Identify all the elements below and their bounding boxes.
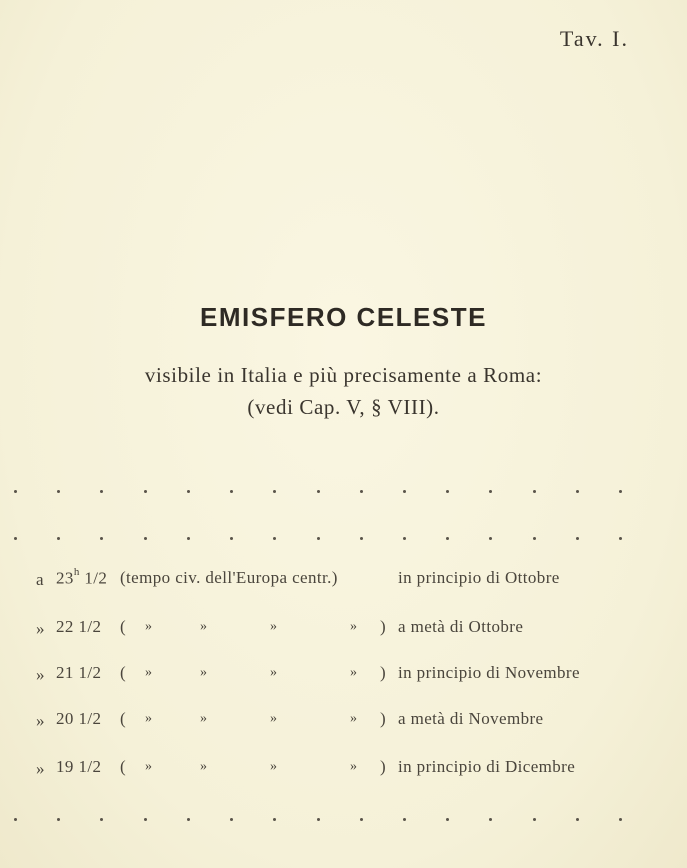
ditto-mark: » [350, 665, 358, 680]
divider-dot [317, 818, 320, 821]
divider-dot [144, 490, 147, 493]
time-row-5 [0, 757, 687, 781]
divider-dot [273, 490, 276, 493]
page-title: EMISFERO CELESTE [200, 302, 487, 332]
divider-dot [57, 537, 60, 540]
row-lead: » [36, 759, 45, 778]
hour-value: 20 [56, 709, 74, 728]
plate-label: Tav. I. [559, 26, 629, 51]
ditto-mark: » [145, 619, 153, 634]
divider-dot [403, 537, 406, 540]
row-hour [56, 709, 101, 729]
dotted-divider-1 [14, 490, 634, 494]
ditto-mark: » [270, 759, 278, 774]
divider-dot [619, 537, 622, 540]
hour-fraction: 1/2 [78, 617, 102, 636]
paren-close: ) [380, 663, 387, 682]
hour-value: 23 [56, 568, 74, 588]
hour-fraction: 1/2 [78, 663, 102, 682]
divider-dot [144, 537, 147, 540]
divider-dot [317, 490, 320, 493]
row-period: in principio di Novembre [398, 663, 580, 682]
ditto-mark: » [200, 619, 208, 634]
divider-dot [403, 490, 406, 493]
hour-sup: h [73, 566, 80, 578]
divider-dot [57, 818, 60, 821]
ditto-mark: » [145, 759, 153, 774]
divider-dot [57, 490, 60, 493]
divider-dot [360, 818, 363, 821]
time-row-4 [0, 709, 687, 733]
time-row-1 [0, 568, 687, 592]
ditto-mark: » [145, 665, 153, 680]
time-row-3 [0, 663, 687, 687]
hour-fraction: 1/2 [84, 568, 108, 588]
ditto-mark: » [200, 711, 208, 726]
row-lead: » [36, 619, 45, 638]
divider-dot [14, 490, 17, 493]
divider-dot [230, 490, 233, 493]
divider-dot [533, 818, 536, 821]
row-hour [56, 757, 101, 777]
divider-dot [14, 537, 17, 540]
divider-dot [489, 537, 492, 540]
divider-dot [100, 490, 103, 493]
divider-dot [576, 818, 579, 821]
paren-close: ) [380, 617, 387, 636]
divider-dot [317, 537, 320, 540]
time-row-2 [0, 617, 687, 641]
hour-fraction: 1/2 [78, 709, 102, 728]
ditto-mark: » [350, 759, 358, 774]
ditto-mark: » [145, 711, 153, 726]
divider-dot [446, 818, 449, 821]
divider-dot [446, 537, 449, 540]
divider-dot [187, 537, 190, 540]
divider-dot [230, 818, 233, 821]
ditto-mark: » [200, 665, 208, 680]
paren-open: ( [120, 709, 127, 728]
dotted-divider-2 [14, 537, 634, 541]
divider-dot [273, 537, 276, 540]
row-lead: » [36, 665, 45, 684]
row-lead: a [36, 570, 44, 589]
ditto-mark: » [350, 619, 358, 634]
divider-dot [619, 818, 622, 821]
paren-close: ) [380, 709, 387, 728]
ditto-mark: » [200, 759, 208, 774]
divider-dot [446, 490, 449, 493]
divider-dot [144, 818, 147, 821]
hour-fraction: 1/2 [78, 757, 102, 776]
row-period: in principio di Ottobre [398, 568, 560, 587]
ditto-mark: » [270, 711, 278, 726]
paren-open: ( [120, 757, 127, 776]
hour-value: 19 [56, 757, 74, 776]
ditto-mark: » [350, 711, 358, 726]
dotted-divider-3 [14, 818, 634, 822]
divider-dot [360, 537, 363, 540]
row-period: in principio di Dicembre [398, 757, 576, 776]
subtitle-line-1: visibile in Italia e più precisamente a Roma: [144, 363, 543, 387]
row-hour [56, 617, 101, 637]
divider-dot [533, 490, 536, 493]
divider-dot [489, 490, 492, 493]
row-period: a metà di Novembre [398, 709, 544, 728]
divider-dot [360, 490, 363, 493]
divider-dot [403, 818, 406, 821]
row-hour [56, 568, 107, 589]
divider-dot [273, 818, 276, 821]
divider-dot [576, 537, 579, 540]
hour-value: 22 [56, 617, 74, 636]
divider-dot [489, 818, 492, 821]
row-period: a metà di Ottobre [398, 617, 524, 636]
paren-open: ( [120, 617, 127, 636]
hour-value: 21 [56, 663, 74, 682]
ditto-mark: » [270, 619, 278, 634]
row-lead: » [36, 711, 45, 730]
row-hour [56, 663, 101, 683]
paren-close: ) [380, 757, 387, 776]
subtitle-line-2: (vedi Cap. V, § VIII). [247, 395, 440, 419]
divider-dot [100, 818, 103, 821]
divider-dot [14, 818, 17, 821]
divider-dot [619, 490, 622, 493]
ditto-mark: » [270, 665, 278, 680]
divider-dot [187, 490, 190, 493]
divider-dot [576, 490, 579, 493]
paren-open: ( [120, 663, 127, 682]
divider-dot [230, 537, 233, 540]
divider-dot [187, 818, 190, 821]
row-note: (tempo civ. dell'Europa centr.) [120, 568, 338, 587]
divider-dot [100, 537, 103, 540]
divider-dot [533, 537, 536, 540]
